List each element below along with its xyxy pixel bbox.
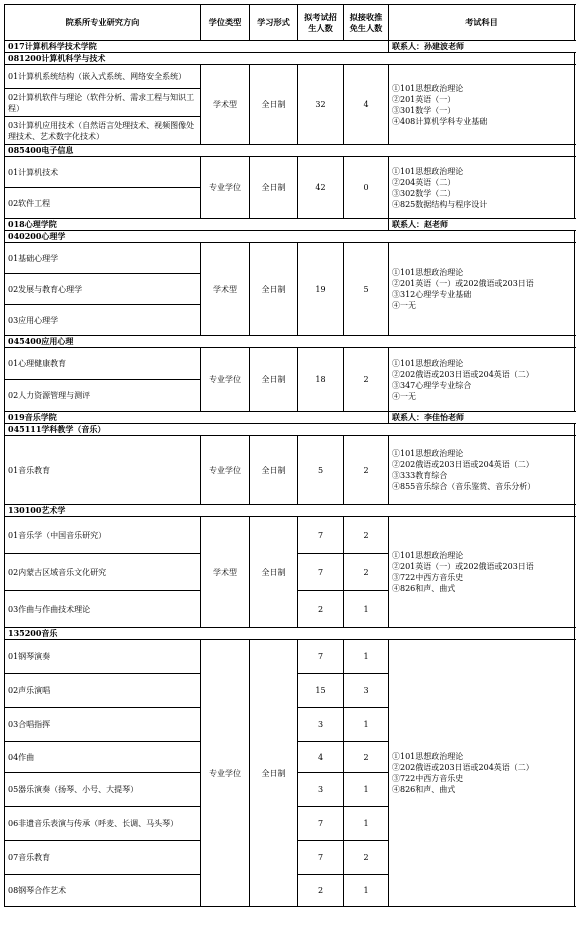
major-row: [5, 231, 576, 243]
study-mode: 全日制: [250, 517, 298, 628]
header-study-mode: 学习形式: [250, 5, 298, 41]
direction-name: 05器乐演奏（扬琴、小号、大提琴）: [5, 773, 201, 807]
exam-subject-line: ④826和声、曲式: [392, 785, 456, 794]
exam-subject-line: ②202俄语或203日语或204英语（二）: [392, 369, 534, 379]
direction-name: 07音乐教育: [5, 841, 201, 875]
exam-subjects: [389, 517, 575, 628]
exam-subject-line: ③302数学（二）: [392, 188, 456, 198]
direction-name: 02发展与教育心理学: [5, 274, 201, 305]
direction-name: 01音乐教育: [5, 436, 201, 505]
degree-type: 专业学位: [201, 436, 250, 505]
direction-row: [5, 640, 576, 674]
plan-exempt: 3: [344, 674, 389, 708]
study-mode: 全日制: [250, 436, 298, 505]
plan-exempt: 1: [344, 875, 389, 907]
direction-row: [5, 65, 576, 89]
header-subjects: 考试科目: [389, 5, 575, 41]
major-name: 081200计算机科学与技术: [5, 53, 575, 65]
plan-total: 7: [298, 841, 344, 875]
plan-total: 19: [298, 243, 344, 336]
plan-exempt: 0: [344, 157, 389, 219]
direction-name: 03合唱指挥: [5, 708, 201, 742]
degree-type: 专业学位: [201, 348, 250, 412]
plan-total: 3: [298, 773, 344, 807]
plan-exempt: 4: [344, 65, 389, 145]
plan-exempt: 1: [344, 640, 389, 674]
school-name: 018心理学院: [5, 219, 389, 231]
direction-name: 04作曲: [5, 742, 201, 773]
degree-type: 专业学位: [201, 640, 250, 907]
study-mode: 全日制: [250, 348, 298, 412]
plan-total: 3: [298, 708, 344, 742]
plan-exempt: 2: [344, 841, 389, 875]
plan-exempt: 2: [344, 554, 389, 591]
direction-row: [5, 517, 576, 554]
direction-name: 03作曲与作曲技术理论: [5, 591, 201, 628]
exam-subject-line: ④一无: [392, 391, 416, 401]
plan-exempt: 2: [344, 436, 389, 505]
plan-exempt: 2: [344, 742, 389, 773]
exam-subjects: [389, 157, 575, 219]
direction-name: 06非遗音乐表演与传承（呼麦、长调、马头琴）: [5, 807, 201, 841]
header-plan-total: 拟考试招生人数: [298, 5, 344, 41]
plan-exempt: 1: [344, 591, 389, 628]
plan-total: 5: [298, 436, 344, 505]
school-name: 019音乐学院: [5, 412, 389, 424]
plan-total: 7: [298, 640, 344, 674]
direction-row: [5, 157, 576, 188]
major-name: 045400应用心理: [5, 336, 575, 348]
degree-type: 学术型: [201, 517, 250, 628]
plan-total: 7: [298, 554, 344, 591]
study-mode: 全日制: [250, 65, 298, 145]
plan-exempt: 1: [344, 807, 389, 841]
plan-total: 2: [298, 591, 344, 628]
degree-type: 专业学位: [201, 157, 250, 219]
degree-type: 学术型: [201, 65, 250, 145]
exam-subject-line: ④一无: [392, 301, 416, 310]
school-row: [5, 219, 576, 231]
major-name: 040200心理学: [5, 231, 575, 243]
plan-total: 4: [298, 742, 344, 773]
direction-name: 03计算机应用技术（自然语言处理技术、视频图像处理技术、艺术数字化技术）: [5, 117, 201, 145]
plan-total: 2: [298, 875, 344, 907]
direction-name: 01计算机技术: [5, 157, 201, 188]
exam-subject-line: ③722中西方音乐史: [392, 573, 464, 582]
plan-total: 7: [298, 807, 344, 841]
header-row: [5, 5, 576, 41]
school-name: 017计算机科学技术学院: [5, 41, 389, 53]
plan-total: 7: [298, 517, 344, 554]
exam-subject-line: ①101思想政治理论: [392, 449, 464, 458]
exam-subjects: [389, 65, 575, 145]
major-row: [5, 336, 576, 348]
exam-subject-line: ②202俄语或203日语或204英语（二）: [392, 460, 534, 469]
exam-subject-line: ③722中西方音乐史: [392, 774, 464, 783]
exam-subject-line: ②204英语（二）: [392, 177, 456, 187]
major-row: [5, 505, 576, 517]
direction-name: 02计算机软件与理论（软件分析、需求工程与知识工程）: [5, 89, 201, 117]
major-row: [5, 53, 576, 65]
exam-subject-line: ②201英语（一）: [392, 94, 456, 104]
exam-subject-line: ①101思想政治理论: [392, 752, 464, 761]
exam-subject-line: ③301数学（一）: [392, 105, 456, 115]
plan-exempt: 5: [344, 243, 389, 336]
plan-total: 15: [298, 674, 344, 708]
plan-total: 18: [298, 348, 344, 412]
major-name: 085400电子信息: [5, 145, 575, 157]
exam-subject-line: ④855音乐综合（音乐鉴赏、音乐分析）: [392, 482, 536, 491]
direction-row: [5, 243, 576, 274]
header-direction: 院系所专业研究方向: [5, 5, 201, 41]
study-mode: 全日制: [250, 640, 298, 907]
major-name: 130100艺术学: [5, 505, 575, 517]
exam-subjects: [389, 640, 575, 907]
study-mode: 全日制: [250, 243, 298, 336]
plan-total: 32: [298, 65, 344, 145]
direction-name: 08钢琴合作艺术: [5, 875, 201, 907]
major-row: [5, 628, 576, 640]
plan-exempt: 2: [344, 348, 389, 412]
direction-name: 02软件工程: [5, 188, 201, 219]
exam-subjects: [389, 436, 575, 505]
plan-total: 42: [298, 157, 344, 219]
direction-name: 02人力资源管理与测评: [5, 380, 201, 412]
major-row: [5, 145, 576, 157]
exam-subject-line: ①101思想政治理论: [392, 166, 464, 176]
plan-exempt: 1: [344, 773, 389, 807]
direction-name: 01心理健康教育: [5, 348, 201, 380]
plan-exempt: 1: [344, 708, 389, 742]
direction-name: 01计算机系统结构（嵌入式系统、网络安全系统）: [5, 65, 201, 89]
exam-subjects: [389, 348, 575, 412]
study-mode: 全日制: [250, 157, 298, 219]
exam-subject-line: ④408计算机学科专业基础: [392, 116, 488, 126]
direction-name: 01音乐学（中国音乐研究）: [5, 517, 201, 554]
plan-exempt: 2: [344, 517, 389, 554]
direction-row: [5, 348, 576, 380]
major-row: [5, 424, 576, 436]
exam-subject-line: ①101思想政治理论: [392, 358, 464, 368]
school-row: [5, 412, 576, 424]
direction-name: 02内蒙古区域音乐文化研究: [5, 554, 201, 591]
major-name: 045111学科教学（音乐）: [5, 424, 575, 436]
exam-subject-line: ②201英语（一）或202俄语或203日语: [392, 562, 534, 571]
school-row: [5, 41, 576, 53]
direction-row: [5, 436, 576, 505]
exam-subject-line: ①101思想政治理论: [392, 268, 464, 277]
major-name: 135200音乐: [5, 628, 575, 640]
exam-subject-line: ③312心理学专业基础: [392, 290, 472, 299]
enrollment-table: [4, 4, 576, 907]
school-contact: 联系人：赵老师: [389, 219, 575, 231]
exam-subject-line: ③333教育综合: [392, 471, 448, 480]
direction-name: 01钢琴演奏: [5, 640, 201, 674]
degree-type: 学术型: [201, 243, 250, 336]
header-plan-exempt: 拟接收推免生人数: [344, 5, 389, 41]
direction-name: 02声乐演唱: [5, 674, 201, 708]
header-degree-type: 学位类型: [201, 5, 250, 41]
exam-subject-line: ④826和声、曲式: [392, 584, 456, 593]
exam-subject-line: ①101思想政治理论: [392, 83, 464, 93]
school-contact: 联系人：李佳怡老师: [389, 412, 575, 424]
exam-subject-line: ③347心理学专业综合: [392, 380, 472, 390]
school-contact: 联系人：孙建波老师: [389, 41, 575, 53]
direction-name: 01基础心理学: [5, 243, 201, 274]
exam-subject-line: ④825数据结构与程序设计: [392, 199, 488, 209]
exam-subject-line: ②202俄语或203日语或204英语（二）: [392, 763, 534, 772]
exam-subject-line: ①101思想政治理论: [392, 551, 464, 560]
direction-name: 03应用心理学: [5, 305, 201, 336]
exam-subjects: [389, 243, 575, 336]
exam-subject-line: ②201英语（一）或202俄语或203日语: [392, 279, 534, 288]
